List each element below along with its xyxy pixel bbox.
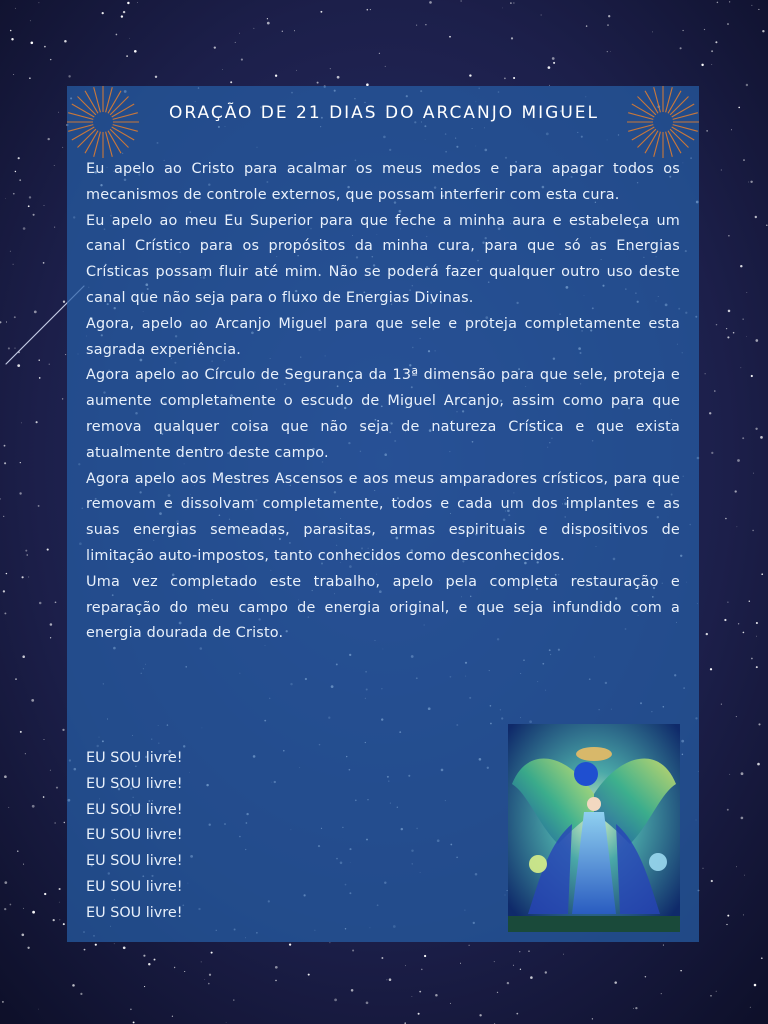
prayer-text <box>86 157 680 647</box>
prayer-paragraph: Agora, apelo ao Arcanjo Miguel para que sele e proteja completamente esta sagrada experiência. <box>86 315 680 358</box>
prayer-paragraph: Agora apelo ao Círculo de Segurança da 13ª dimensão para que sele, proteja e aumente completamente o escudo de Miguel Arcanjo, assim como para que remova qualquer coisa que não seja de natureza Crística e que exista atualmente dentro deste campo. <box>86 367 680 461</box>
affirmation-line: EU SOU livre! <box>86 904 183 921</box>
prayer-paragraph: Eu apelo ao meu Eu Superior para que feche a minha aura e estabeleça um canal Crístico para os propósitos da minha cura, para que só as Energias Crísticas possam fluir até mim. Não se poderá fazer qualquer outro uso deste canal que não seja para o fluxo de Energias Divinas. <box>86 212 680 306</box>
affirmation-line: EU SOU livre! <box>86 775 183 792</box>
affirmation-line: EU SOU livre! <box>86 801 183 818</box>
prayer-paragraph: Uma vez completado este trabalho, apelo pela completa restauração e reparação do meu campo de energia original, e que seja infundido com a energia dourada de Cristo. <box>86 573 680 642</box>
affirmation-line: EU SOU livre! <box>86 853 183 870</box>
archangel-michael-illustration <box>508 724 680 932</box>
affirmation-list <box>86 746 386 927</box>
prayer-paragraph: Eu apelo ao Cristo para acalmar os meus medos e para apagar todos os mecanismos de controle externos, que possam interferir com esta cura. <box>86 161 680 203</box>
prayer-paragraph: Agora apelo aos Mestres Ascensos e aos meus amparadores crísticos, para que removam e dissolvam completamente, todos e cada um dos implantes e as suas energias semeadas, parasitas, armas espirituais e dispositivos de limitação auto-impostos, tanto conhecidos como desconhecidos. <box>86 470 680 564</box>
page-title: ORAÇÃO DE 21 DIAS DO ARCANJO MIGUEL <box>168 103 599 123</box>
affirmation-line: EU SOU livre! <box>86 827 183 844</box>
affirmation-line: EU SOU livre! <box>86 750 183 766</box>
affirmation-line: EU SOU livre! <box>86 878 183 895</box>
